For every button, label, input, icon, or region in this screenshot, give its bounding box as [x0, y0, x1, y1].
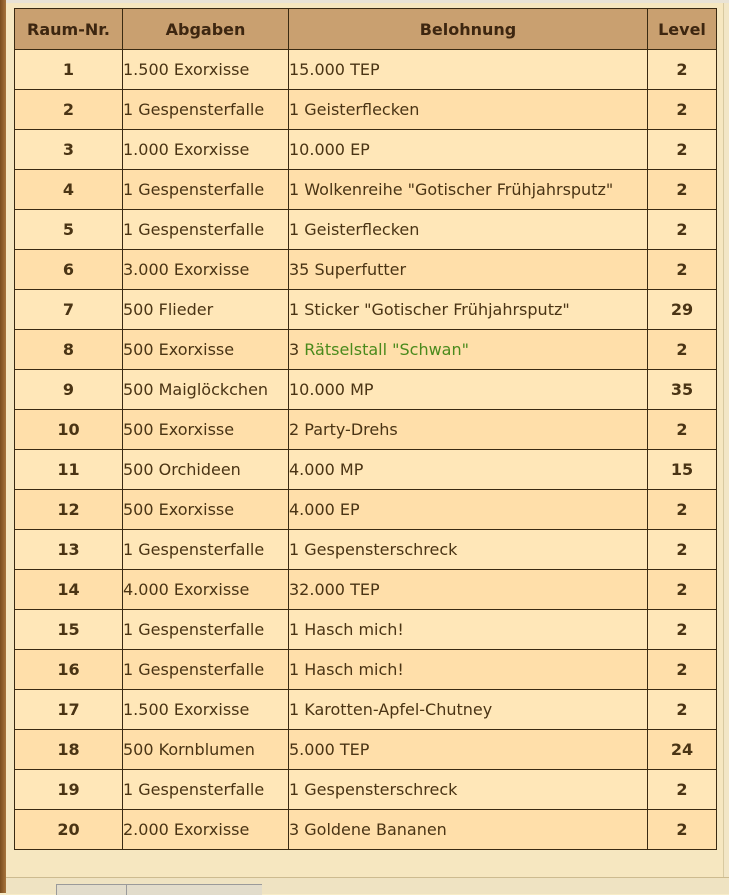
table-row: [15, 370, 717, 410]
table-row: [15, 530, 717, 570]
table-row: [15, 250, 717, 290]
cell-belohnung: 1 Geisterflecken: [289, 90, 648, 130]
cell-level: 2: [648, 650, 717, 690]
cell-raum-nr: 2: [15, 90, 123, 130]
cell-raum-nr: 15: [15, 610, 123, 650]
cell-level: 2: [648, 570, 717, 610]
cell-raum-nr: 16: [15, 650, 123, 690]
cell-raum-nr: 9: [15, 370, 123, 410]
table-row: [15, 170, 717, 210]
cell-raum-nr: 20: [15, 810, 123, 850]
cell-abgaben: 1 Gespensterfalle: [123, 770, 289, 810]
cell-raum-nr: 6: [15, 250, 123, 290]
cell-belohnung: 35 Superfutter: [289, 250, 648, 290]
cell-raum-nr: 1: [15, 50, 123, 90]
cell-level: 2: [648, 770, 717, 810]
cell-belohnung: 5.000 TEP: [289, 730, 648, 770]
cell-level: 2: [648, 130, 717, 170]
cell-belohnung: 1 Hasch mich!: [289, 610, 648, 650]
cell-abgaben: 500 Flieder: [123, 290, 289, 330]
cell-belohnung: 1 Gespensterschreck: [289, 770, 648, 810]
cell-belohnung: 1 Sticker "Gotischer Frühjahrsputz": [289, 290, 648, 330]
cell-level: 35: [648, 370, 717, 410]
cell-level: 2: [648, 410, 717, 450]
cell-belohnung: 10.000 EP: [289, 130, 648, 170]
cell-raum-nr: 7: [15, 290, 123, 330]
cell-belohnung: 1 Karotten-Apfel-Chutney: [289, 690, 648, 730]
table-row: [15, 730, 717, 770]
cell-level: 2: [648, 90, 717, 130]
cell-level: 29: [648, 290, 717, 330]
cell-raum-nr: 13: [15, 530, 123, 570]
cell-level: 2: [648, 810, 717, 850]
cell-raum-nr: 8: [15, 330, 123, 370]
table-row: [15, 450, 717, 490]
table-row: [15, 570, 717, 610]
table-row: [15, 290, 717, 330]
cell-abgaben: 500 Kornblumen: [123, 730, 289, 770]
cell-belohnung: 1 Geisterflecken: [289, 210, 648, 250]
cell-abgaben: 500 Maiglöckchen: [123, 370, 289, 410]
horizontal-scrollbar[interactable]: [6, 877, 729, 894]
cell-belohnung: 10.000 MP: [289, 370, 648, 410]
header-raum-nr: Raum-Nr.: [15, 9, 123, 50]
cell-raum-nr: 10: [15, 410, 123, 450]
cell-abgaben: 4.000 Exorxisse: [123, 570, 289, 610]
cell-abgaben: 500 Exorxisse: [123, 410, 289, 450]
cell-belohnung: 1 Gespensterschreck: [289, 530, 648, 570]
cell-level: 2: [648, 210, 717, 250]
cell-raum-nr: 17: [15, 690, 123, 730]
cell-raum-nr: 19: [15, 770, 123, 810]
table-row: [15, 330, 717, 370]
cell-abgaben: 1.000 Exorxisse: [123, 130, 289, 170]
room-rewards-table: [14, 8, 717, 850]
header-level: Level: [648, 9, 717, 50]
table-row: [15, 210, 717, 250]
header-abgaben: Abgaben: [123, 9, 289, 50]
cell-abgaben: 500 Exorxisse: [123, 490, 289, 530]
cell-level: 24: [648, 730, 717, 770]
cell-level: 2: [648, 530, 717, 570]
belohnung-amount: 3: [289, 340, 305, 359]
cell-abgaben: 1.500 Exorxisse: [123, 690, 289, 730]
table-body: [15, 50, 717, 850]
cell-level: 15: [648, 450, 717, 490]
cell-belohnung: 4.000 MP: [289, 450, 648, 490]
cell-level: 2: [648, 610, 717, 650]
cell-belohnung: 1 Hasch mich!: [289, 650, 648, 690]
cell-belohnung: 32.000 TEP: [289, 570, 648, 610]
cell-belohnung: 4.000 EP: [289, 490, 648, 530]
cell-abgaben: 1 Gespensterfalle: [123, 650, 289, 690]
table-row: [15, 690, 717, 730]
cell-abgaben: 500 Exorxisse: [123, 330, 289, 370]
table-row: [15, 770, 717, 810]
cell-raum-nr: 3: [15, 130, 123, 170]
cell-level: 2: [648, 330, 717, 370]
scrollbar-segment: [126, 884, 262, 895]
cell-abgaben: 1 Gespensterfalle: [123, 90, 289, 130]
cell-level: 2: [648, 690, 717, 730]
cell-belohnung: 15.000 TEP: [289, 50, 648, 90]
scrollbar-segment: [56, 884, 127, 895]
cell-abgaben: 2.000 Exorxisse: [123, 810, 289, 850]
cell-abgaben: 1 Gespensterfalle: [123, 210, 289, 250]
cell-abgaben: 1 Gespensterfalle: [123, 530, 289, 570]
cell-raum-nr: 5: [15, 210, 123, 250]
cell-level: 2: [648, 50, 717, 90]
cell-belohnung: 1 Wolkenreihe "Gotischer Frühjahrsputz": [289, 170, 648, 210]
belohnung-item-link[interactable]: Rätselstall "Schwan": [304, 340, 469, 359]
cell-raum-nr: 14: [15, 570, 123, 610]
cell-abgaben: 1 Gespensterfalle: [123, 170, 289, 210]
cell-level: 2: [648, 490, 717, 530]
table-header-row: [15, 9, 717, 50]
cell-abgaben: 1 Gespensterfalle: [123, 610, 289, 650]
table-row: [15, 650, 717, 690]
table-row: [15, 610, 717, 650]
cell-abgaben: 3.000 Exorxisse: [123, 250, 289, 290]
cell-abgaben: 1.500 Exorxisse: [123, 50, 289, 90]
table-row: [15, 490, 717, 530]
cell-raum-nr: 4: [15, 170, 123, 210]
table-row: [15, 810, 717, 850]
table-row: [15, 50, 717, 90]
header-belohnung: Belohnung: [289, 9, 648, 50]
cell-level: 2: [648, 170, 717, 210]
scrollbar-track[interactable]: [723, 3, 729, 883]
cell-belohnung: [289, 330, 648, 370]
table-row: [15, 410, 717, 450]
cell-belohnung: 2 Party-Drehs: [289, 410, 648, 450]
cell-raum-nr: 12: [15, 490, 123, 530]
cell-abgaben: 500 Orchideen: [123, 450, 289, 490]
cell-level: 2: [648, 250, 717, 290]
cell-raum-nr: 18: [15, 730, 123, 770]
cell-raum-nr: 11: [15, 450, 123, 490]
cell-belohnung: 3 Goldene Bananen: [289, 810, 648, 850]
table-row: [15, 130, 717, 170]
table-row: [15, 90, 717, 130]
